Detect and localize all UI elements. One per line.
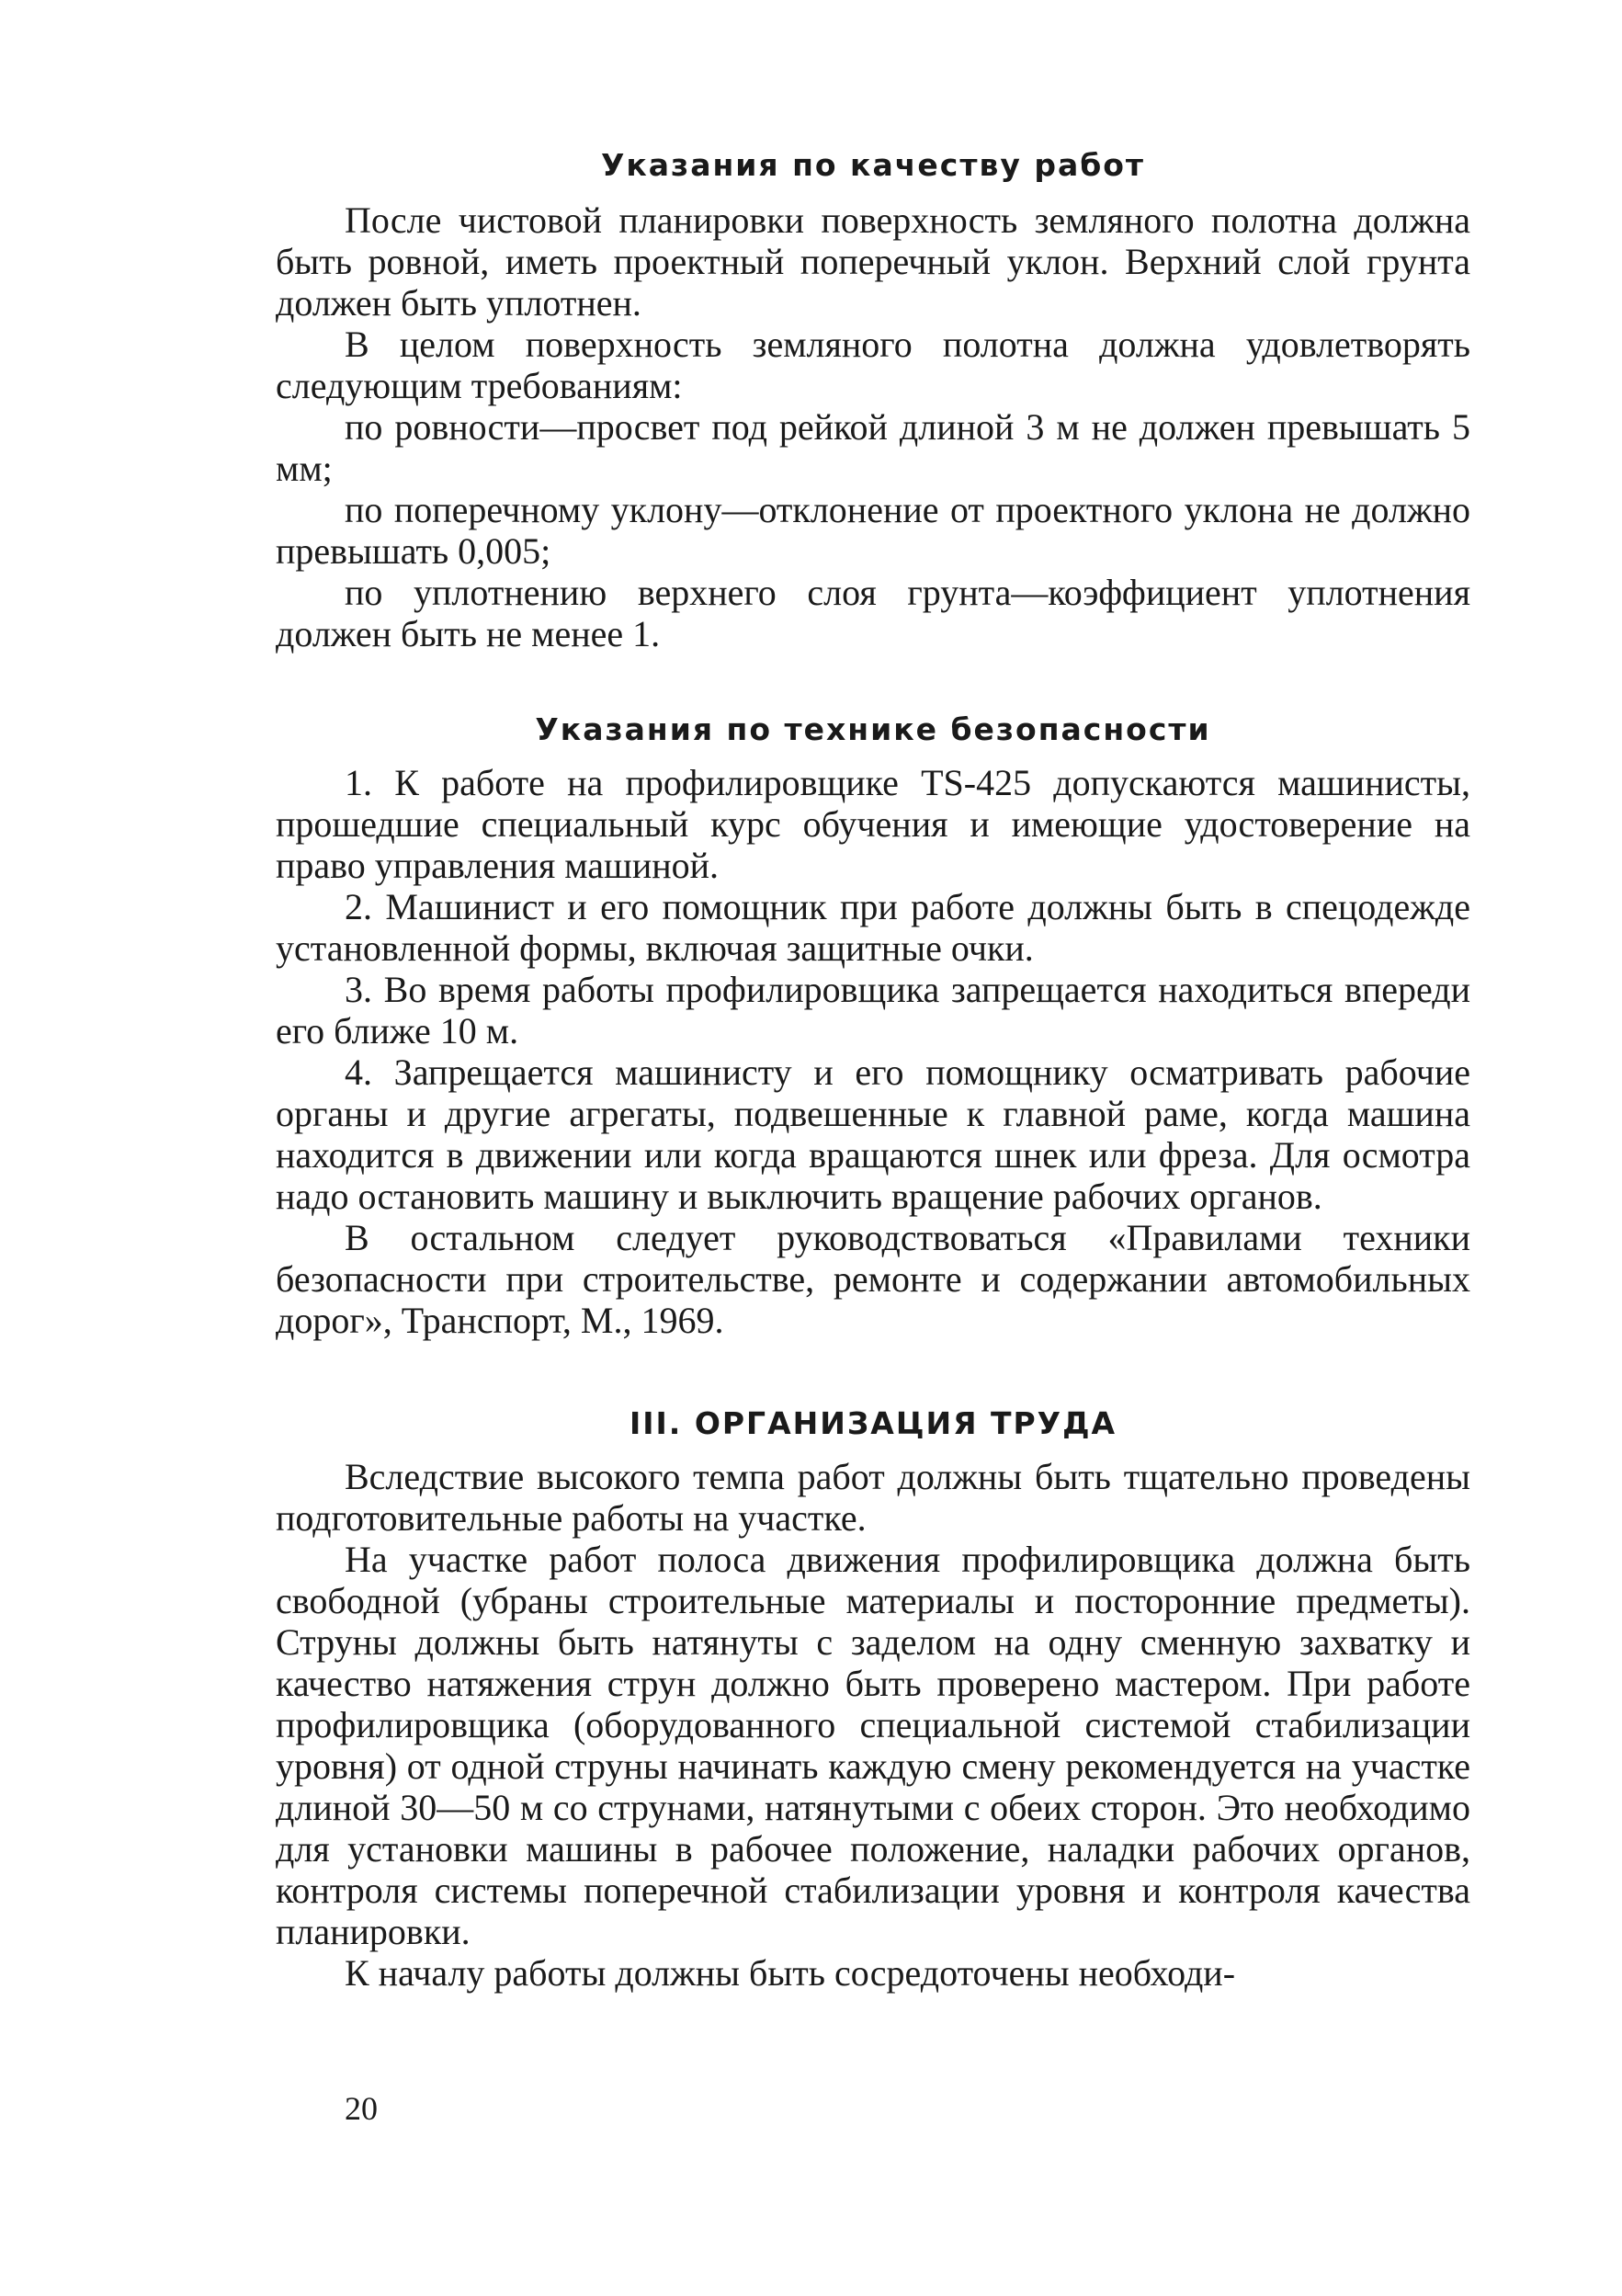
section-title-labor: III. ОРГАНИЗАЦИЯ ТРУДА (629, 1405, 1117, 1441)
paragraph: по ровности—просвет под рейкой длиной 3 м не должен превышать 5 мм; (276, 406, 1470, 489)
page-body (276, 147, 1470, 1994)
section-title-quality: Указания по качеству работ (600, 147, 1146, 183)
paragraph: по поперечному уклону—отклонение от проектного уклона не должно превышать 0,005; (276, 489, 1470, 572)
paragraph: В остальном следует руководствоваться «Правилами техники безопасности при строительстве, ремонте и содержании автомобильных дорог», Транспорт, М., 1969. (276, 1217, 1470, 1341)
paragraph: 3. Во время работы профилировщика запрещается находиться впереди его ближе 10 м. (276, 969, 1470, 1051)
section-title-safety: Указания по технике безопасности (535, 711, 1211, 747)
paragraph: На участке работ полоса движения профилировщика должна быть свободной (убраны строительные материалы и посторонние предметы). Струны должны быть натянуты с заделом на одну сменную захватку и качество натяжения струн должно быть проверено мастером. При работе профилировщика (оборудованного специальной системой стабилизации уровня) от одной струны начинать каждую смену рекомендуется на участке длиной 30—50 м со струнами, натянутыми с обеих сторон. Это необходимо для установки машины в рабочее положение, наладки рабочих органов, контроля системы поперечной стабилизации уровня и контроля качества планировки. (276, 1539, 1470, 1952)
paragraph: 2. Машинист и его помощник при работе должны быть в спецодежде установленной формы, включая защитные очки. (276, 886, 1470, 969)
page-number: 20 (345, 2090, 378, 2127)
paragraph: 4. Запрещается машинисту и его помощнику осматривать рабочие органы и другие агрегаты, подвешенные к главной раме, когда машина находится в движении или когда вращаются шнек или фреза. Для осмотра надо остановить машину и выключить вращение рабочих органов. (276, 1051, 1470, 1217)
paragraph: В целом поверхность земляного полотна должна удовлетворять следующим требованиям: (276, 324, 1470, 406)
paragraph: Вследствие высокого темпа работ должны быть тщательно проведены подготовительные работы на участке. (276, 1456, 1470, 1539)
paragraph: После чистовой планировки поверхность земляного полотна должна быть ровной, иметь проектный поперечный уклон. Верхний слой грунта должен быть уплотнен. (276, 199, 1470, 324)
paragraph: 1. К работе на профилировщике TS-425 допускаются машинисты, прошедшие специальный курс обучения и имеющие удостоверение на право управления машиной. (276, 762, 1470, 886)
paragraph: по уплотнению верхнего слоя грунта—коэффициент уплотнения должен быть не менее 1. (276, 572, 1470, 654)
paragraph: К началу работы должны быть сосредоточены необходи- (345, 1952, 1236, 1994)
